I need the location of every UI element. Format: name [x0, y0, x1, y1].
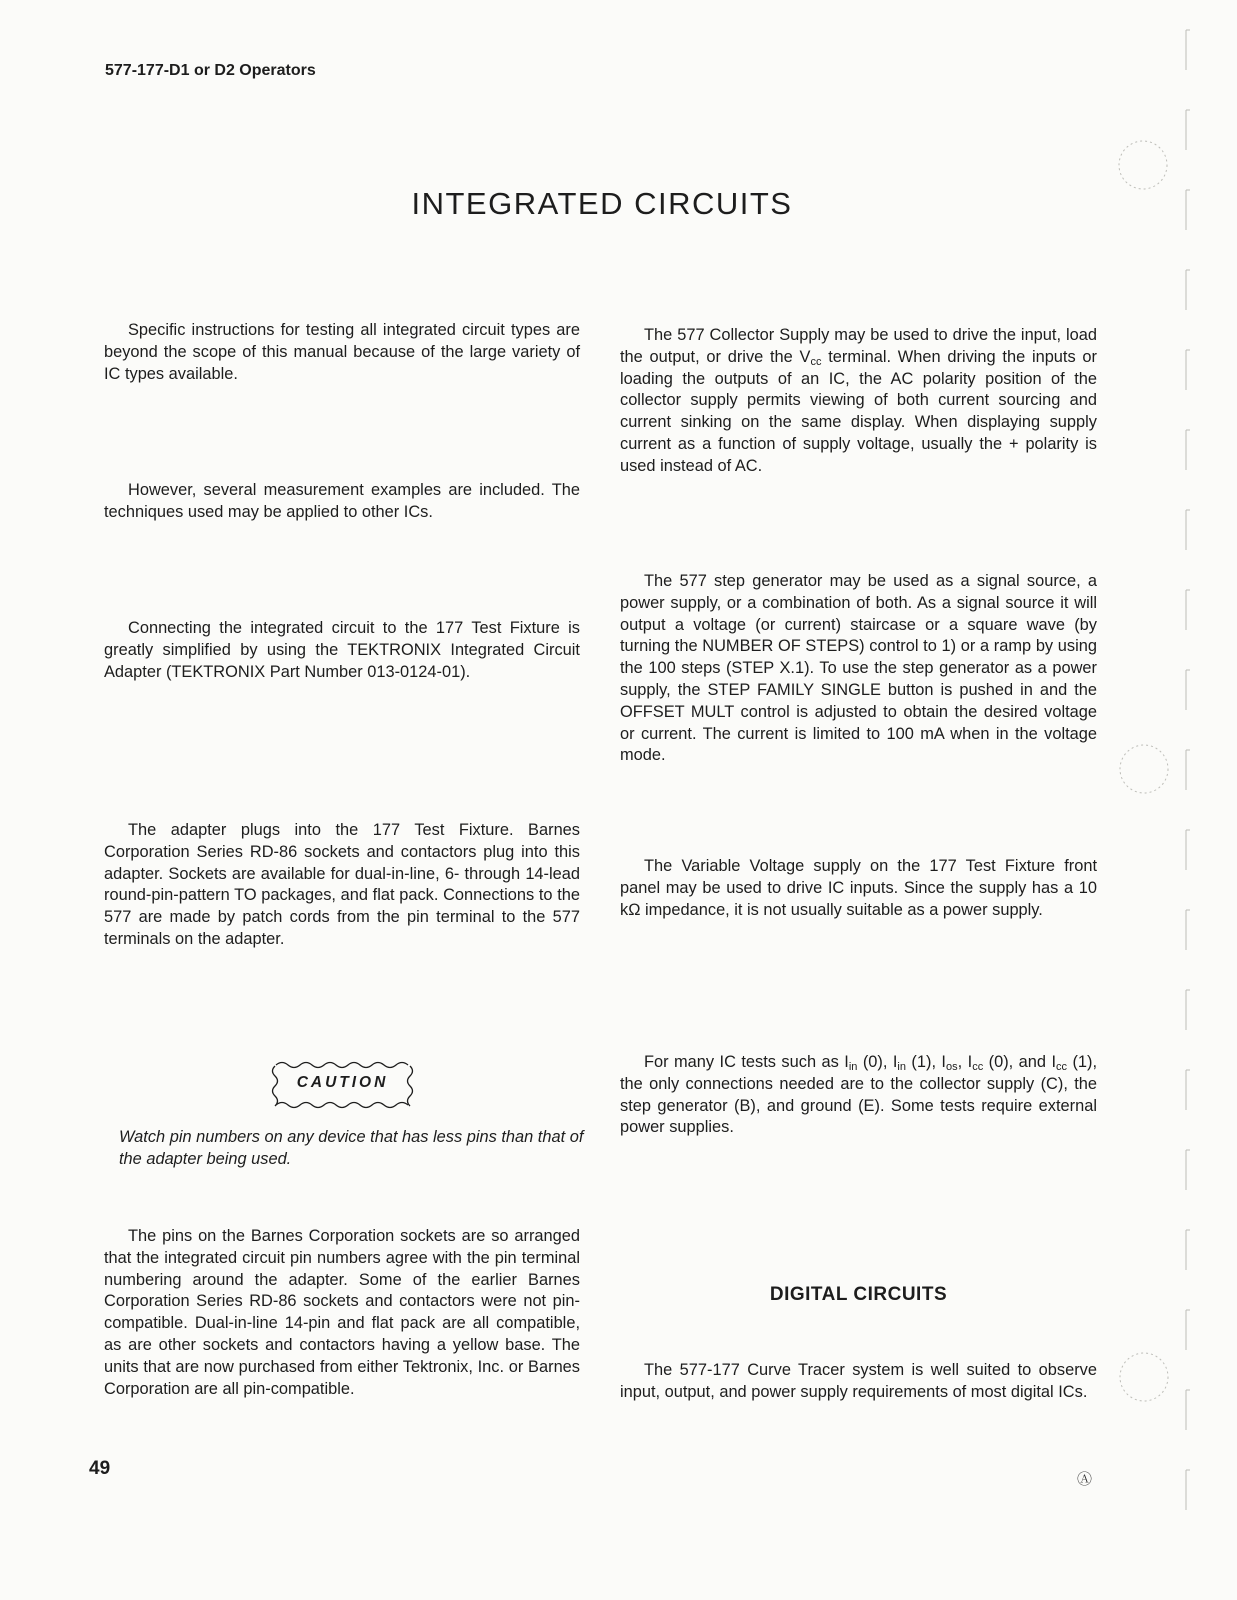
left-paragraph-1: Specific instructions for testing all integrated circuit types are beyond the scope of this manual because of the large variety of IC types available.	[104, 321, 580, 383]
right-paragraph-3: The Variable Voltage supply on the 177 Test Fixture front panel may be used to drive IC inputs. Since the supply has a 10 kΩ impedance, it is not usually suitable as a power supply.	[620, 857, 1097, 919]
caution-text: Watch pin numbers on any device that has less pins than that of the adapter being used.	[119, 1128, 584, 1168]
running-header: 577-177-D1 or D2 Operators	[105, 62, 316, 79]
caution-box	[270, 1060, 415, 1110]
right-paragraph-2: The 577 step generator may be used as a signal source, a power supply, or a combination of both. As a signal source it will output a voltage (or current) staircase or a square wave (by turning the NUMBER OF STEPS) control to 1) or a ramp by using the 100 steps (STEP X.1). To use the step generator as a power supply, the STEP FAMILY SINGLE button is pushed in and the OFFSET MULT control is adjusted to obtain the desired voltage or current. The current is limited to 100 mA when in the voltage mode.	[620, 572, 1097, 765]
left-paragraph-3: Connecting the integrated circuit to the 177 Test Fixture is greatly simplified by using the TEKTRONIX Integrated Circuit Adapter (TEKTRONIX Part Number 013-0124-01).	[104, 619, 580, 681]
left-paragraph-2: However, several measurement examples are included. The techniques used may be applied to other ICs.	[104, 481, 580, 521]
right-paragraph-5: The 577-177 Curve Tracer system is well suited to observe input, output, and power supply requirements of most digital ICs.	[620, 1361, 1097, 1401]
page-number: 49	[89, 1458, 111, 1479]
left-paragraph-5: The pins on the Barnes Corporation sockets are so arranged that the integrated circuit pin numbers agree with the pin terminal numbering around the adapter. Some of the earlier Barnes Corporation Series RD-86 sockets and contactors were not pin-compatible. Dual-in-line 14-pin and flat pack are all compatible, as are other sockets and contactors having a yellow base. The units that are now purchased from either Tektronix, Inc. or Barnes Corporation are all pin-compatible.	[104, 1227, 580, 1398]
caution-label: CAUTION	[296, 1074, 389, 1091]
right-paragraph-1: The 577 Collector Supply may be used to drive the input, load the output, or drive the $V_{cc}$ terminal. When driving the inputs or loading the outputs of an IC, the AC polarity position of the collector supply permits viewing of both current sourcing and current sinking on the same display. When displaying supply current as a function of supply voltage, usually the + polarity is used instead of AC.	[620, 326, 1097, 475]
revision-mark: Ⓐ	[1077, 1471, 1093, 1488]
right-paragraph-4: For many IC tests such as $I_{in}$ (0), $I_{in}$ (1), $I_{os}$, $I_{cc}$ (0), and $I_{cc}$ (1), the only connections needed are to the collector supply (C), the step generator (B), and ground (E). Some tests require external power supplies.	[620, 1053, 1098, 1137]
left-paragraph-4: The adapter plugs into the 177 Test Fixture. Barnes Corporation Series RD-86 sockets and contactors plug into this adapter. Sockets are available for dual-in-line, 6- through 14-lead round-pin-pattern TO packages, and flat pack. Connections to the 577 are made by patch cords from the pin terminal to the 577 terminals on the adapter.	[104, 821, 580, 948]
page-title: INTEGRATED CIRCUITS	[411, 186, 793, 221]
section-heading-digital-circuits: DIGITAL CIRCUITS	[769, 1284, 948, 1305]
